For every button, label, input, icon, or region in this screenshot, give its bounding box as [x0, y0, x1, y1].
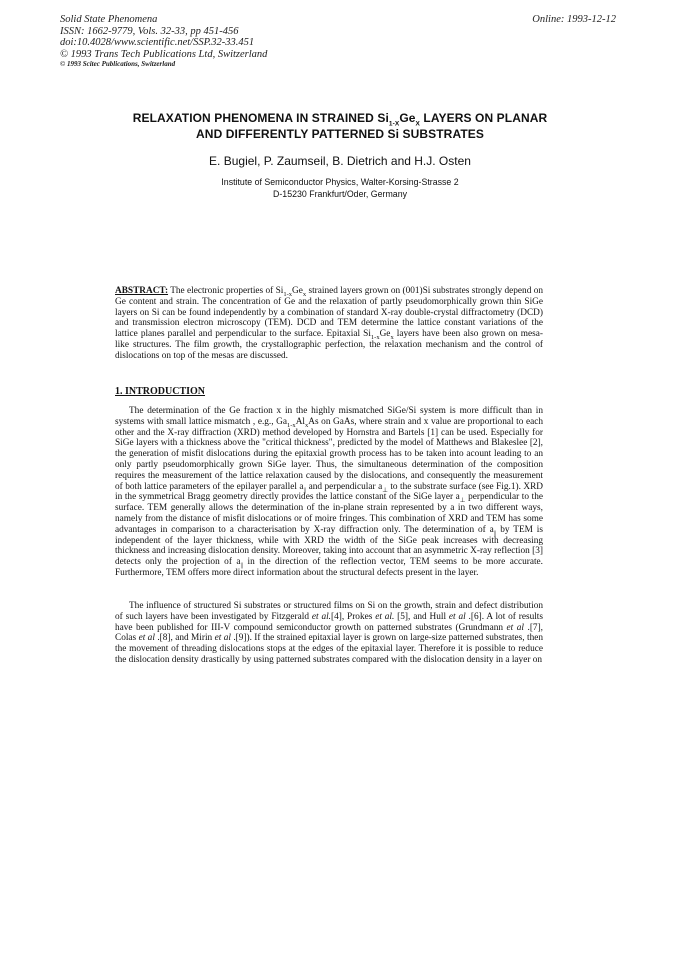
- journal-header: [60, 14, 267, 69]
- online-date: Online: 1993-12-12: [532, 14, 616, 25]
- scitec-line: © 1993 Scitec Publications, Switzerland: [60, 60, 176, 69]
- intro-paragraph-2: The influence of structured Si substrates or structured films on Si on the growth, strain and defect distribution of such layers have been investigated by Fitzgerald et al.[4], Prokes et al. [5], and Hull et al .[6]. A lot of results have been published for III-V compound semiconductor growth on patterned substrates (Grundmann et al .[7], Colas et al .[8], and Mirin et al .[9]). If the strained epitaxial layer is grown on large-size patterned substrates, then the movement of threading dislocations stops at the edges of the epitaxial layer. Therefore it is possible to reduce the dislocation density drastically by using patterned substrates compared with the dislocation density in a layer on: [115, 601, 544, 665]
- abstract: ABSTRACT: The electronic properties of $Si_{1-x}Ge_x$ strained layers grown on (001)Si substrates strongly depend on Ge content and strain. The concentration of Ge and the relaxation of partly pseudomorphically grown thin SiGe layers on Si can be found independently by a combination of standard X-ray double-crystal diffractometry (DCD) and transmission electron microscopy (TEM). DCD and TEM determine the lattice constant variations of the lattice planes parallel and perpendicular to the surface. Epitaxial $Si_{1-x}Ge_x$ layers have been also grown on mesa-like structures. The film growth, the crystallographic perfection, the relaxation mechanism and the control of dislocations on top of the mesas are discussed.: [115, 286, 543, 361]
- issn-line: ISSN: 1662-9779, Vols. 32-33, pp 451-456: [60, 25, 239, 37]
- affiliation-line-2: D-15230 Frankfurt/Oder, Germany: [273, 188, 407, 199]
- doi-line[interactable]: doi:10.4028/www.scientific.net/SSP.32-33.451: [60, 37, 255, 49]
- title-line-1: RELAXATION PHENOMENA IN STRAINED $Si_{1-X}Ge_X$ LAYERS ON PLANAR: [132, 111, 548, 128]
- journal-name: Solid State Phenomena: [60, 14, 158, 25]
- copyright-line: © 1993 Trans Tech Publications Ltd, Switzerland: [60, 48, 268, 60]
- affiliation-line-1: Institute of Semiconductor Physics, Walter-Korsing-Strasse 2: [221, 177, 459, 187]
- title-line-2: AND DIFFERENTLY PATTERNED Si SUBSTRATES: [196, 127, 484, 141]
- affiliation: [90, 177, 590, 200]
- abstract-label: ABSTRACT:: [115, 286, 169, 296]
- paper-title: [90, 110, 590, 142]
- intro-paragraph-1: The determination of the Ge fraction x in the highly mismatched SiGe/Si system is more difficult than in systems with small lattice mismatch , e.g., $Ga_{1-x}Al_xAs$ on GaAs, where strain and x value are proportional to each other and the X-ray diffraction (XRD) method developed by Hornstra and Bartels [1] can be used. Especially for SiGe layers with a thickness above the "critical thickness", predicted by the model of Matthews and Blakeslee [2], the generation of misfit dislocations during the epitaxial growth process has to be taken into acount leading to an only partly pseudomorphically grown SiGe layer. Thus, the simultaneous determination of the composition requires the measurement of the lattice relaxation caused by the dislocations, and consequently the measurement of both lattice parameters of the epilayer parallel $a_{||}$ and perpendicular $a_\perp$ to the substrate surface (see Fig.1). XRD in the symmetrical Bragg geometry directly provides the lattice constant of the SiGe layer $a_\perp$ perpendicular to the surface. TEM generally allows the determination of the in-plane strain represented by a in two different ways, namely from the distance of misfit dislocations or of moire fringes. This combination of XRD and TEM has some advantages in comparison to a characterisation by X-ray diffraction only. The determination of $a_{||}$ by TEM is independent of the layer thickness, while with XRD the width of the SiGe peak increases with decreasing thickness and increasing dislocation density. Moreover, taking into account that an asymmetric X-ray reflection [3] detects only the projection of $a_{||}$ in the direction of the reflection vector, TEM seems to be more accurate. Furthermore, TEM offers more direct information about the structural defects present in the layer.: [115, 406, 543, 578]
- author-list: E. Bugiel, P. Zaumseil, B. Dietrich and H.J. Osten: [209, 154, 471, 168]
- section-heading-introduction: 1. INTRODUCTION: [115, 386, 206, 397]
